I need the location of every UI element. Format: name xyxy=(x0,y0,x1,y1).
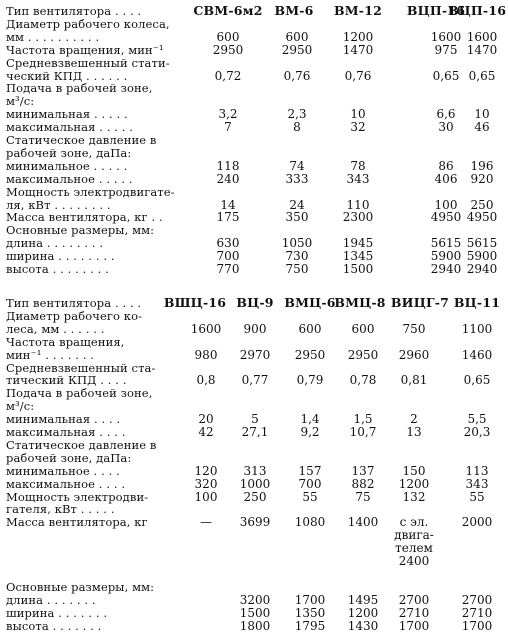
table-row xyxy=(0,120,508,134)
table-row xyxy=(0,464,508,478)
table-cell: телем xyxy=(395,541,433,556)
table-row xyxy=(0,43,508,57)
table-cell: 6,6 xyxy=(436,107,456,122)
row-label: Средневзвешенный ста- xyxy=(6,360,156,375)
table-cell: 700 xyxy=(298,476,322,491)
table-cell: 1050 xyxy=(281,236,313,251)
table-cell: 5900 xyxy=(430,249,462,264)
table-cell: 882 xyxy=(351,476,375,491)
table-cell: 5,5 xyxy=(467,412,487,427)
row-label: тический КПД . . . . xyxy=(6,373,127,388)
table-cell: 2960 xyxy=(398,347,430,362)
table-cell: 7 xyxy=(224,120,232,135)
table-cell: 78 xyxy=(350,158,366,173)
row-label: гателя, кВт . . . . . xyxy=(6,502,115,517)
row-label: минимальная . . . . xyxy=(6,412,121,427)
table-cell: 1200 xyxy=(398,476,430,491)
table-row xyxy=(0,94,508,108)
row-label: ля, кВт . . . . . . . . xyxy=(6,197,111,212)
row-label: Частота вращения, xyxy=(6,334,125,349)
table-cell: 0,77 xyxy=(241,373,269,388)
table-cell: 2000 xyxy=(461,515,493,530)
column-header: ВМЦ-6 xyxy=(284,295,336,310)
table-cell: 2950 xyxy=(294,347,326,362)
row-label: минимальное . . . . xyxy=(6,463,120,478)
column-header: ВЦП-16 xyxy=(447,3,507,18)
table-cell: 750 xyxy=(402,321,426,336)
table-row xyxy=(0,541,508,555)
table-cell: 46 xyxy=(474,120,490,135)
table-cell: 4950 xyxy=(466,210,498,225)
row-label: м³/с: xyxy=(6,399,35,414)
column-header: ВМ-12 xyxy=(334,3,382,18)
table-cell: 0,65 xyxy=(463,373,491,388)
table-row xyxy=(0,425,508,439)
table-cell: 343 xyxy=(346,171,370,186)
table-row xyxy=(0,490,508,504)
table-cell: 1470 xyxy=(466,42,498,57)
table-row xyxy=(0,412,508,426)
table-cell: 74 xyxy=(289,158,305,173)
table-row xyxy=(0,567,508,581)
table-cell: 86 xyxy=(438,158,454,173)
row-label: Мощность электродви- xyxy=(6,489,149,504)
table-cell: 1345 xyxy=(342,249,374,264)
table-cell: 2400 xyxy=(398,554,430,568)
table-cell: 132 xyxy=(402,489,426,504)
table-row xyxy=(0,56,508,70)
row-label: Статическое давление в xyxy=(6,437,157,452)
table-cell: 113 xyxy=(465,463,489,478)
table-row xyxy=(0,373,508,387)
table-row xyxy=(0,210,508,224)
table-cell: 1945 xyxy=(342,236,374,251)
row-label: м³/с: xyxy=(6,94,35,109)
table-cell: 42 xyxy=(198,425,214,439)
table-cell: 343 xyxy=(465,476,489,491)
table-cell: 2710 xyxy=(398,605,430,620)
table-cell: 5615 xyxy=(466,236,498,251)
table-cell: 2950 xyxy=(347,347,379,362)
table-cell: 700 xyxy=(216,249,240,264)
table-cell: 1,4 xyxy=(300,412,320,427)
table-row xyxy=(0,593,508,607)
row-label: максимальная . . . . xyxy=(6,425,126,439)
table-cell: 150 xyxy=(402,463,426,478)
table-cell: 1000 xyxy=(239,476,271,491)
table-row xyxy=(0,438,508,452)
table-row xyxy=(0,335,508,349)
table-row xyxy=(0,133,508,147)
table-cell: 20,3 xyxy=(463,425,491,439)
table-cell: 0,65 xyxy=(432,68,460,83)
table-row xyxy=(0,502,508,516)
table-cell: 8 xyxy=(293,120,301,135)
table-cell: 2970 xyxy=(239,347,271,362)
table-row xyxy=(0,223,508,237)
table-cell: 406 xyxy=(434,171,458,186)
table-cell: 5900 xyxy=(466,249,498,264)
table-cell: 4950 xyxy=(430,210,462,225)
table-cell: 730 xyxy=(285,249,309,264)
table-row xyxy=(0,386,508,400)
table-row xyxy=(0,30,508,44)
table-row xyxy=(0,236,508,250)
row-label: Частота вращения, мин⁻¹ xyxy=(6,42,164,57)
table-cell: 5615 xyxy=(430,236,462,251)
row-label: ческий КПД . . . . . . xyxy=(6,68,128,83)
table-cell: 630 xyxy=(216,236,240,251)
row-label: Мощность электродвигате- xyxy=(6,184,175,199)
table-cell: 600 xyxy=(298,321,322,336)
table-cell: 240 xyxy=(216,171,240,186)
table-row xyxy=(0,107,508,121)
table-row xyxy=(0,185,508,199)
table-row xyxy=(0,17,508,31)
table-cell: 2700 xyxy=(398,592,430,607)
row-label: рабочей зоне, даПа: xyxy=(6,145,132,160)
table-row xyxy=(0,399,508,413)
table-cell: 10,7 xyxy=(349,425,377,439)
table-cell: 313 xyxy=(243,463,267,478)
table-cell: 27,1 xyxy=(241,425,269,439)
table-cell: 1470 xyxy=(342,42,374,57)
table-cell: 75 xyxy=(355,489,371,504)
table-cell: 0,79 xyxy=(296,373,324,388)
table-cell: 3699 xyxy=(239,515,271,530)
table-cell: 1460 xyxy=(461,347,493,362)
table-cell: 0,72 xyxy=(214,68,242,83)
column-header: ВЦ-11 xyxy=(453,295,501,310)
table-cell: 9,2 xyxy=(300,425,320,439)
table-cell: 1,5 xyxy=(353,412,373,427)
table-cell: 157 xyxy=(298,463,322,478)
column-header: ВИЦГ-7 xyxy=(390,295,450,310)
table-cell: 0,76 xyxy=(283,68,311,83)
row-label: Основные размеры, мм: xyxy=(6,223,155,238)
table-cell: 0,78 xyxy=(349,373,377,388)
table-cell: 1080 xyxy=(294,515,326,530)
table-cell: 1200 xyxy=(342,29,374,44)
table-row xyxy=(0,451,508,465)
table-row xyxy=(0,580,508,594)
table-header-row xyxy=(0,4,508,18)
row-label: минимальное . . . . . xyxy=(6,158,128,173)
row-label: длина . . . . . . . . xyxy=(6,236,104,251)
table-cell: 14 xyxy=(220,197,236,212)
table-cell: 2950 xyxy=(212,42,244,57)
table-cell: 5 xyxy=(251,412,259,427)
table-row xyxy=(0,69,508,83)
table-cell: 2940 xyxy=(430,262,462,276)
table-cell: 1200 xyxy=(347,605,379,620)
table-cell: 920 xyxy=(470,171,494,186)
row-label: леса, мм . . . . . . xyxy=(6,321,105,336)
table-cell: 55 xyxy=(469,489,485,504)
table-cell: 120 xyxy=(194,463,218,478)
table-cell: 2710 xyxy=(461,605,493,620)
table-cell: 0,76 xyxy=(344,68,372,83)
table-row xyxy=(0,515,508,529)
row-label: Диаметр рабочего ко- xyxy=(6,308,143,323)
row-label: мин⁻¹ . . . . . . . xyxy=(6,347,95,362)
column-header: ВМ-6 xyxy=(274,3,314,18)
row-label: ширина . . . . . . . xyxy=(6,605,108,620)
column-header: ВЦП-16 xyxy=(406,3,466,18)
table-row xyxy=(0,322,508,336)
table-cell: 1495 xyxy=(347,592,379,607)
column-header: ВШЦ-16 xyxy=(163,295,227,310)
table-cell: 2,3 xyxy=(287,107,307,122)
table-row xyxy=(0,554,508,568)
row-label: высота . . . . . . . xyxy=(6,618,102,633)
table-cell: 250 xyxy=(470,197,494,212)
table-cell: 1700 xyxy=(398,618,430,633)
table-row xyxy=(0,309,508,323)
table-cell: 196 xyxy=(470,158,494,173)
table-cell: 1600 xyxy=(190,321,222,336)
table-row xyxy=(0,159,508,173)
table-cell: 2950 xyxy=(281,42,313,57)
table-cell: 32 xyxy=(350,120,366,135)
table-cell: 1700 xyxy=(294,592,326,607)
table-row xyxy=(0,348,508,362)
table-cell: 1600 xyxy=(430,29,462,44)
table-row xyxy=(0,619,508,633)
table-header-row xyxy=(0,296,508,310)
table-cell: 600 xyxy=(285,29,309,44)
column-header: ВМЦ-8 xyxy=(334,295,386,310)
table-cell: 30 xyxy=(438,120,454,135)
row-label: ширина . . . . . . . . xyxy=(6,249,115,264)
row-label: максимальная . . . . . xyxy=(6,120,133,135)
row-label: Диаметр рабочего колеса, xyxy=(6,16,170,31)
table-cell: 900 xyxy=(243,321,267,336)
column-header: СВМ-6м2 xyxy=(193,3,263,18)
table-cell: 600 xyxy=(351,321,375,336)
table-cell: 333 xyxy=(285,171,309,186)
row-label: длина . . . . . . . xyxy=(6,592,96,607)
table-cell: 1795 xyxy=(294,618,326,633)
row-label: максимальное . . . . . xyxy=(6,171,133,186)
table-cell: с эл. xyxy=(399,515,429,530)
table-cell: 0,8 xyxy=(196,373,216,388)
table-cell: 1350 xyxy=(294,605,326,620)
table-cell: 10 xyxy=(350,107,366,122)
header-label: Тип вентилятора . . . . xyxy=(6,296,142,310)
table-cell: 20 xyxy=(198,412,214,427)
row-label: минимальная . . . . . xyxy=(6,107,128,122)
table-cell: — xyxy=(200,515,212,530)
table-cell: 2700 xyxy=(461,592,493,607)
row-label: Подача в рабочей зоне, xyxy=(6,81,153,96)
table-row xyxy=(0,606,508,620)
table-cell: 55 xyxy=(302,489,318,504)
table-row xyxy=(0,361,508,375)
table-cell: 320 xyxy=(194,476,218,491)
table-row xyxy=(0,477,508,491)
row-label: мм . . . . . . . . . . xyxy=(6,29,100,44)
table-cell: 118 xyxy=(216,158,240,173)
table-cell: 2 xyxy=(410,412,418,427)
table-cell: 1600 xyxy=(466,29,498,44)
table-cell: 13 xyxy=(406,425,422,439)
table-cell: 975 xyxy=(434,42,458,57)
table-cell: 10 xyxy=(474,107,490,122)
table-cell: 1430 xyxy=(347,618,379,633)
table-cell: 1100 xyxy=(461,321,493,336)
column-header: ВЦ-9 xyxy=(236,295,274,310)
table-cell: 750 xyxy=(285,262,309,276)
table-cell: 1700 xyxy=(461,618,493,633)
table-row xyxy=(0,249,508,263)
row-label: Статическое давление в xyxy=(6,133,157,147)
table-cell: 0,81 xyxy=(400,373,428,388)
table-cell: 980 xyxy=(194,347,218,362)
table-cell: 175 xyxy=(216,210,240,225)
table-cell: 100 xyxy=(194,489,218,504)
row-label: максимальное . . . . xyxy=(6,476,126,491)
row-label: Основные размеры, мм: xyxy=(6,579,155,594)
table-row xyxy=(0,172,508,186)
table-cell: 0,65 xyxy=(468,68,496,83)
row-label: Масса вентилятора, кг . . xyxy=(6,210,163,225)
table-cell: 24 xyxy=(289,197,305,212)
table-row xyxy=(0,81,508,95)
table-cell: двига- xyxy=(394,528,434,543)
row-label: Подача в рабочей зоне, xyxy=(6,386,153,401)
table-row xyxy=(0,262,508,276)
table-cell: 110 xyxy=(346,197,370,212)
table-cell: 1800 xyxy=(239,618,271,633)
row-label: высота . . . . . . . . xyxy=(6,262,109,276)
table-cell: 770 xyxy=(216,262,240,276)
table-cell: 2940 xyxy=(466,262,498,276)
table-cell: 1500 xyxy=(342,262,374,276)
row-label: рабочей зоне, даПа: xyxy=(6,450,132,465)
header-label: Тип вентилятора . . . . xyxy=(6,4,142,18)
table-cell: 1500 xyxy=(239,605,271,620)
table-row xyxy=(0,198,508,212)
row-label: Средневзвешенный стати- xyxy=(6,55,170,70)
row-label: Масса вентилятора, кг xyxy=(6,515,148,530)
table-cell: 2300 xyxy=(342,210,374,225)
table-cell: 250 xyxy=(243,489,267,504)
table-cell: 137 xyxy=(351,463,375,478)
table-cell: 600 xyxy=(216,29,240,44)
table-cell: 1400 xyxy=(347,515,379,530)
table-row xyxy=(0,528,508,542)
table-cell: 100 xyxy=(434,197,458,212)
table-row xyxy=(0,146,508,160)
table-cell: 3200 xyxy=(239,592,271,607)
table-cell: 350 xyxy=(285,210,309,225)
table-cell: 3,2 xyxy=(218,107,238,122)
